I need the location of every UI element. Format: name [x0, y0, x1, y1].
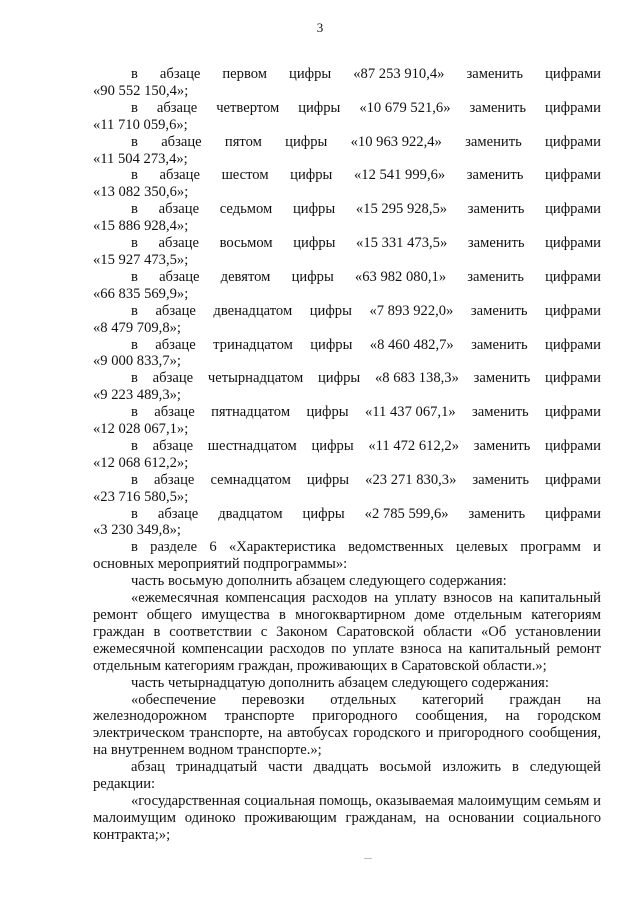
word-zamenit: заменить: [468, 505, 526, 522]
word-zamenit: заменить: [473, 370, 531, 387]
word-cifry: цифры: [306, 404, 349, 421]
paragraph: «ежемесячная компенсация расходов на уплату взносов на капитальный ремонт общего имущества в многоквартирном доме отдельным категориям граждан в соответствии с Законом Саратовской области «Об установлении ежемесячной компенсации расходов по уплате взноса на капитальный ремонт отдельным категориям граждан, проживающих в Саратовской области.»;: [93, 590, 601, 674]
paragraph: абзац тринадцатый части двадцать восьмой изложить в следующей редакции:: [93, 759, 601, 793]
replacement-item: [93, 66, 601, 100]
word-abzace: абзаце: [155, 336, 196, 353]
paragraph: часть четырнадцатую дополнить абзацем следующего содержания:: [131, 674, 549, 691]
word-abzace: абзаце: [152, 437, 194, 454]
word-zamenit: заменить: [466, 66, 524, 82]
old-value: «10 679 521,6»: [359, 99, 451, 116]
paragraph-ordinal: семнадцатом: [210, 471, 291, 488]
new-value: «8 479 709,8»;: [93, 319, 181, 336]
new-value: «15 927 473,5»;: [93, 251, 189, 268]
word-ciframi: цифрами: [545, 167, 601, 184]
word-ciframi: цифрами: [545, 133, 601, 150]
replacement-item: [93, 167, 601, 201]
scan-mark: [364, 858, 372, 859]
replacement-line: [93, 303, 601, 320]
replacement-line: [93, 404, 601, 421]
word-abzace: абзаце: [159, 268, 200, 285]
word-abzace: абзаце: [159, 66, 201, 82]
word-cifry: цифры: [306, 471, 350, 488]
word-zamenit: заменить: [473, 437, 531, 454]
replacement-line: [93, 438, 601, 455]
word-ciframi: цифрами: [545, 201, 601, 218]
replacement-line: [93, 66, 601, 83]
word-abzace: абзаце: [156, 99, 198, 116]
word-zamenit: заменить: [467, 235, 525, 252]
new-value: «9 223 489,3»;: [93, 387, 181, 404]
word-zamenit: заменить: [466, 167, 524, 184]
word-cifry: цифры: [311, 437, 354, 454]
word-v: в: [131, 268, 138, 285]
paragraph-ordinal: пятом: [224, 133, 262, 150]
word-cifry: цифры: [293, 235, 336, 252]
replacement-item: [93, 404, 601, 438]
word-cifry: цифры: [290, 167, 333, 184]
word-cifry: цифры: [310, 336, 353, 353]
word-zamenit: заменить: [465, 133, 522, 150]
replacement-line: [93, 337, 601, 354]
word-cifry: цифры: [292, 201, 336, 218]
word-zamenit: заменить: [471, 336, 528, 353]
replacement-line: [93, 472, 601, 489]
paragraph: часть восьмую дополнить абзацем следующего содержания:: [131, 573, 507, 590]
replacement-line: [93, 506, 601, 523]
word-v: в: [131, 336, 138, 353]
replacement-line: [93, 134, 601, 151]
old-value: «12 541 999,6»: [353, 167, 446, 184]
old-value: «8 460 482,7»: [369, 336, 454, 353]
word-ciframi: цифрами: [545, 235, 601, 252]
word-abzace: абзаце: [155, 302, 196, 319]
word-cifry: цифры: [285, 133, 328, 150]
word-cifry: цифры: [291, 268, 334, 285]
word-v: в: [131, 404, 138, 421]
paragraph-ordinal: двенадцатом: [213, 302, 293, 319]
word-ciframi: цифрами: [545, 370, 601, 387]
replacement-line: [93, 235, 601, 252]
word-cifry: цифры: [309, 302, 352, 319]
new-value: «3 230 349,8»;: [93, 522, 181, 539]
word-abzace: абзаце: [154, 404, 195, 421]
paragraph-ordinal: четырнадцатом: [207, 370, 304, 387]
word-zamenit: заменить: [472, 471, 530, 488]
new-value: «11 504 273,4»;: [93, 150, 188, 167]
word-abzace: абзаце: [153, 471, 195, 488]
paragraph-ordinal: пятнадцатом: [211, 404, 291, 421]
paragraph: в разделе 6 «Характеристика ведомственных целевых программ и основных мероприятий подпрограммы»:: [93, 539, 601, 573]
word-ciframi: цифрами: [545, 471, 601, 488]
page-number: 3: [316, 20, 324, 35]
new-value: «23 716 580,5»;: [93, 488, 189, 505]
word-v: в: [131, 235, 138, 252]
new-value: «9 000 833,7»;: [93, 353, 181, 370]
paragraph-ordinal: первом: [222, 66, 268, 82]
word-v: в: [131, 66, 138, 82]
word-v: в: [131, 437, 138, 454]
word-zamenit: заменить: [470, 302, 528, 319]
replacement-line: [93, 370, 601, 387]
word-v: в: [131, 302, 138, 319]
old-value: «11 472 612,2»: [368, 437, 460, 454]
word-v: в: [131, 99, 138, 116]
new-value: «90 552 150,4»;: [93, 82, 189, 99]
paragraph-ordinal: шестнадцатом: [207, 437, 297, 454]
word-zamenit: заменить: [467, 268, 524, 285]
replacement-list: [93, 66, 601, 539]
old-value: «2 785 599,6»: [364, 505, 449, 522]
word-abzace: абзаце: [161, 133, 202, 150]
paragraph-ordinal: четвертом: [216, 99, 280, 116]
word-cifry: цифры: [302, 505, 345, 522]
word-v: в: [131, 167, 138, 184]
old-value: «15 331 473,5»: [356, 235, 448, 252]
word-ciframi: цифрами: [545, 268, 601, 285]
replacement-item: [93, 506, 601, 540]
new-value: «12 068 612,2»;: [93, 454, 189, 471]
word-ciframi: цифрами: [545, 404, 601, 421]
old-value: «7 893 922,0»: [369, 302, 454, 319]
replacement-item: [93, 472, 601, 506]
word-v: в: [131, 133, 138, 150]
word-v: в: [131, 201, 138, 218]
paragraph-ordinal: девятом: [220, 268, 271, 285]
word-v: в: [131, 370, 138, 387]
word-abzace: абзаце: [152, 370, 194, 387]
replacement-item: [93, 337, 601, 371]
paragraph: «обеспечение перевозки отдельных категорий граждан на железнодорожном транспорте пригородного сообщения, на городском электрическом транспорте, на автобусах городского и пригородного сообщения, на внутреннем водном транспорте.»;: [93, 691, 601, 759]
word-zamenit: заменить: [472, 404, 529, 421]
new-value: «12 028 067,1»;: [93, 421, 189, 438]
word-abzace: абзаце: [159, 167, 200, 184]
paragraph: «государственная социальная помощь, оказываемая малоимущим семьям и малоимущим одиноко проживающим гражданам, на основании социального контракта;»;: [93, 792, 601, 843]
word-abzace: абзаце: [157, 505, 199, 522]
replacement-item: [93, 201, 601, 235]
new-value: «11 710 059,6»;: [93, 116, 188, 133]
paragraph-ordinal: седьмом: [219, 201, 273, 218]
word-zamenit: заменить: [467, 201, 525, 218]
replacement-line: [93, 100, 601, 117]
paragraph-ordinal: тринадцатом: [213, 336, 293, 353]
word-v: в: [131, 505, 138, 522]
old-value: «10 963 922,4»: [350, 133, 442, 150]
new-value: «13 082 350,6»;: [93, 184, 189, 201]
word-cifry: цифры: [318, 370, 361, 387]
replacement-line: [93, 201, 601, 218]
new-value: «15 886 928,4»;: [93, 218, 189, 235]
paragraph-ordinal: двадцатом: [218, 505, 283, 522]
document-body: [93, 66, 601, 844]
replacement-line: [93, 167, 601, 184]
word-cifry: цифры: [289, 66, 332, 82]
old-value: «15 295 928,5»: [355, 201, 448, 218]
word-ciframi: цифрами: [545, 505, 601, 522]
old-value: «23 271 830,3»: [365, 471, 457, 488]
replacement-line: [93, 269, 601, 286]
replacement-item: [93, 235, 601, 269]
word-cifry: цифры: [298, 99, 341, 116]
paragraph-ordinal: шестом: [221, 167, 269, 184]
old-value: «87 253 910,4»: [353, 66, 445, 82]
word-ciframi: цифрами: [545, 437, 601, 454]
paragraph-ordinal: восьмом: [219, 235, 273, 252]
old-value: «63 982 080,1»: [354, 268, 447, 285]
replacement-item: [93, 134, 601, 168]
word-ciframi: цифрами: [545, 302, 601, 319]
replacement-item: [93, 269, 601, 303]
word-v: в: [131, 471, 138, 488]
word-ciframi: цифрами: [545, 99, 601, 116]
replacement-item: [93, 100, 601, 134]
replacement-item: [93, 370, 601, 404]
word-zamenit: заменить: [469, 99, 527, 116]
word-abzace: абзаце: [158, 235, 199, 252]
old-value: «11 437 067,1»: [365, 404, 456, 421]
replacement-item: [93, 438, 601, 472]
replacement-item: [93, 303, 601, 337]
old-value: «8 683 138,3»: [374, 370, 459, 387]
word-ciframi: цифрами: [545, 336, 601, 353]
word-ciframi: цифрами: [545, 66, 601, 82]
word-abzace: абзаце: [158, 201, 200, 218]
new-value: «66 835 569,9»;: [93, 285, 189, 302]
